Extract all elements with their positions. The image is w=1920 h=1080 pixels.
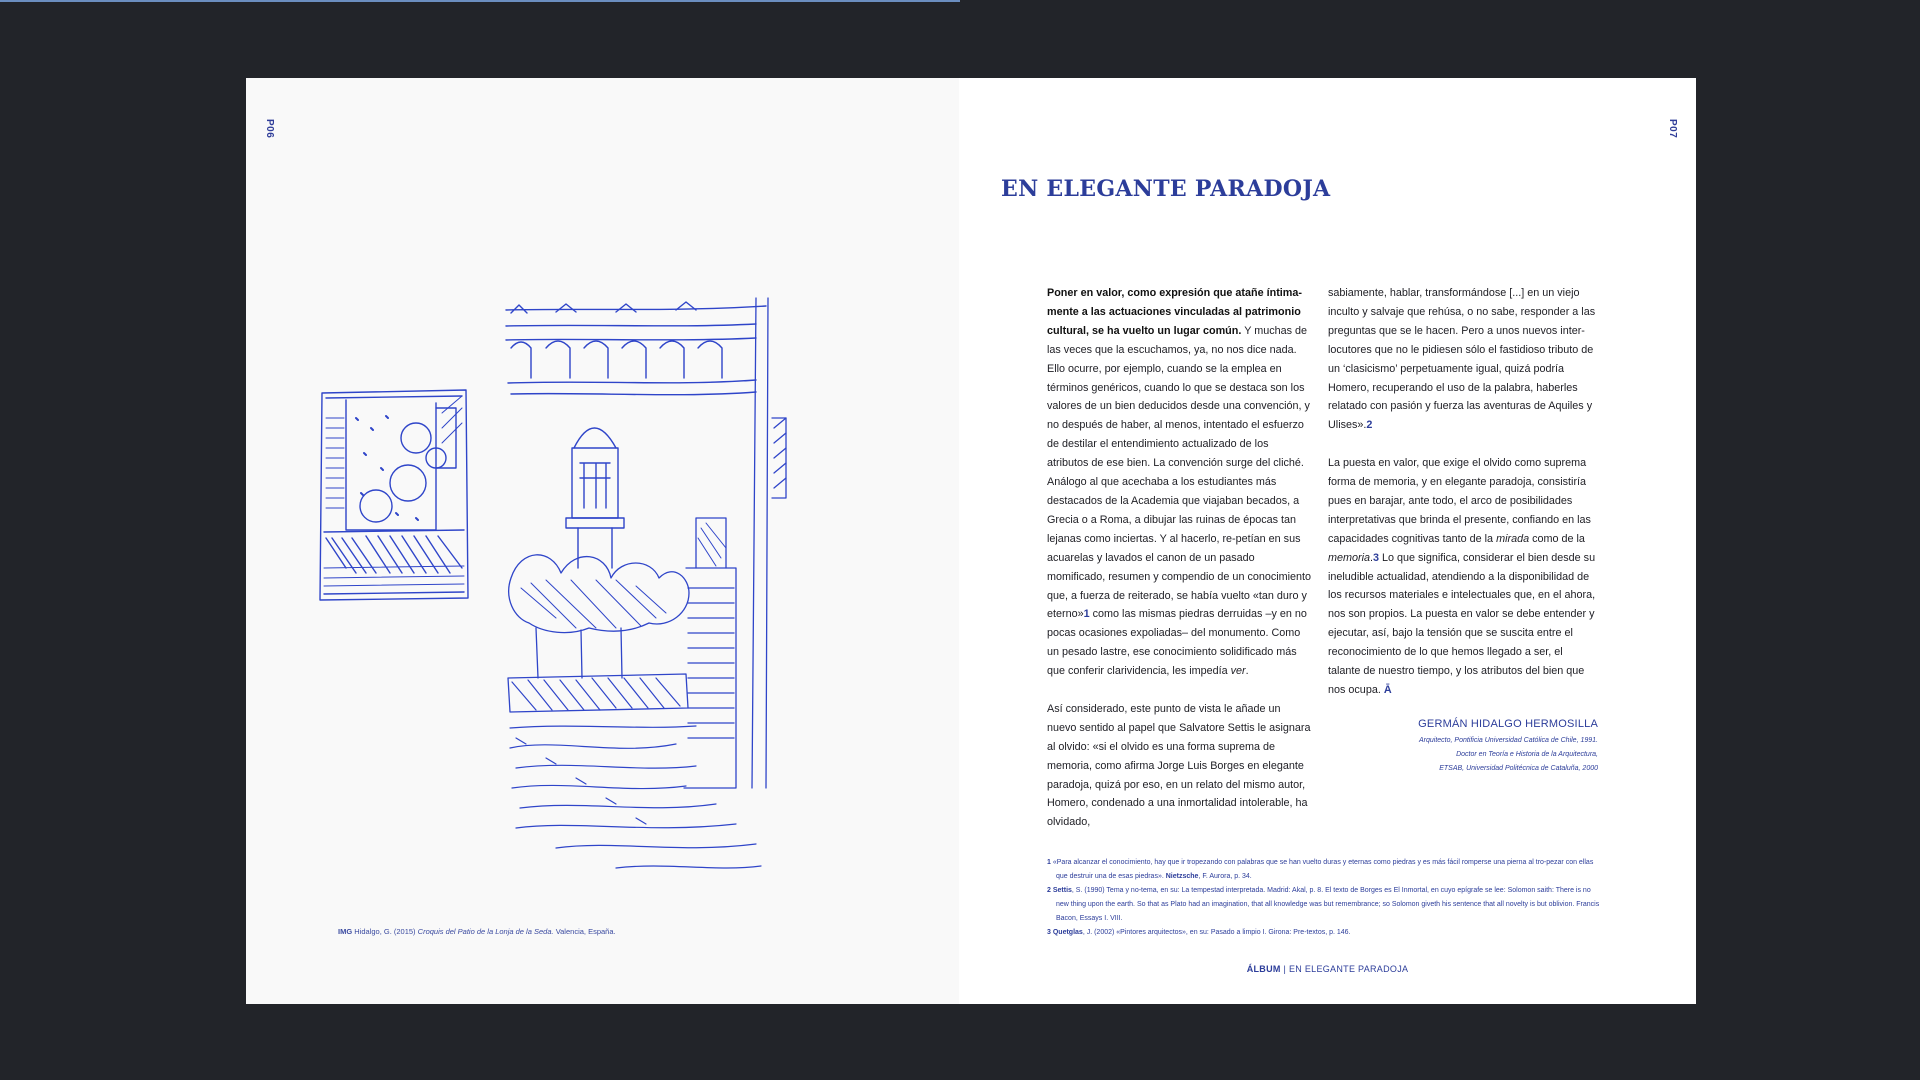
author-block <box>1328 718 1598 776</box>
page-number-right: P07 <box>1667 119 1678 139</box>
left-page <box>246 78 959 1004</box>
paragraph <box>1328 454 1598 700</box>
body-text: como de la <box>1529 532 1585 545</box>
paragraph <box>1047 284 1312 681</box>
footnote <box>1047 926 1602 940</box>
lead-in-text: Poner en valor, como expresión que atañe íntima-mente a las actuaciones vinculadas al patrimonio cultural, se ha vuelto un lugar común. <box>1047 287 1302 337</box>
body-text: Y muchas de las veces que la escuchamos, ya, no nos dice nada. Ello ocurre, por ejemplo, cuando se la emplea en términos genéricos, cuando lo que se destaca son los valores de un bien deducidos desde una convención, y no después de haber, al menos, intentado el esfuerzo de destilar el entendimiento actualizado de los atributos de ese bien. La convención surge del cliché. Análogo al que acechaba a los estudiantes más destacados de la Academia que viajaban becados, a Grecia o a Roma, a dibujar las ruinas de épocas tan lejanas como inciertas. Y al hacerlo, re-petían en sus acuarelas y lavados el canon de un pasado momificado, resumen y compendio de un conocimiento que, a fuerza de reiterado, se había vuelto «tan duro y eterno» <box>1047 324 1312 621</box>
right-page <box>959 78 1696 1004</box>
end-of-article-mark: Ā <box>1383 684 1392 697</box>
author-credential: Arquitecto, Pontificia Universidad Católica de Chile, 1991. <box>1419 737 1598 744</box>
footnote-author: Settis <box>1052 887 1072 894</box>
footnote <box>1047 856 1602 884</box>
footnote-text: «Para alcanzar el conocimiento, hay que ir tropezando con palabras que se han vuelto duras y eternas como piedras y es más fácil romperse una pierna al tro-pezar con ellas que destruir una de esas piedras». <box>1052 859 1594 880</box>
arcade-sketch <box>506 302 766 395</box>
emphasis-text: mirada <box>1496 532 1530 545</box>
footer-separator: | <box>1280 964 1289 974</box>
staircase-sketch <box>684 298 786 788</box>
caption-title: Croquis del Patio de la Lonja de la Seda. <box>417 927 554 936</box>
emphasis-text: memoria <box>1328 551 1370 564</box>
body-text: La puesta en valor, que exige el olvido como suprema forma de memoria, y en elegante paradoja, consistiría pues en barajar, ante todo, el arco de posibilidades interpretativas que brinda el presente, confiando en las capacidades cognitivas tanto de la <box>1328 457 1591 545</box>
footnote <box>1047 884 1602 926</box>
author-name: GERMÁN HIDALGO HERMOSILLA <box>1418 718 1598 730</box>
emphasis-text: ver <box>1230 665 1246 678</box>
paragraph <box>1328 284 1598 435</box>
footnote-reference: 1 <box>1083 608 1090 621</box>
image-caption <box>338 927 616 936</box>
author-credential: ETSAB, Universidad Politécnica de Cataluña, 2000 <box>1439 765 1598 772</box>
footer-section: ÁLBUM <box>1246 964 1281 974</box>
caption-label: IMG <box>338 927 353 936</box>
body-text: Lo que significa, considerar el bien desde su ineludible actualidad, atendiendo a la disponibilidad de los recursos materiales e intelectuales que, en el ahora, nos son propios. La puesta en valor se debe entender y ejecutar, así, bajo la tensión que se suscita entre el reconocimiento de lo que hemos llegado a ser, el talante de nuestro tiempo, y los atributos del bien que nos ocupa. <box>1328 551 1596 697</box>
article-column-1 <box>1047 284 1312 851</box>
footnote-author: Quetglas <box>1052 929 1083 936</box>
body-text: . <box>1370 551 1373 564</box>
viewer-progress-bar <box>0 0 960 2</box>
plan-sketch <box>320 390 468 600</box>
footnote-text: , F. Aurora, p. 34. <box>1198 873 1252 880</box>
footnote-number: 2 <box>1047 887 1051 894</box>
footnote-reference: 3 <box>1373 551 1380 564</box>
body-text: . <box>1245 665 1249 678</box>
footnote-number: 3 <box>1047 929 1051 936</box>
running-footer <box>959 964 1696 974</box>
author-credential: Doctor en Teoría e Historia de la Arquitectura, <box>1456 751 1598 758</box>
footnote-author: Nietzsche <box>1165 873 1199 880</box>
footnote-text: , S. (1990) Tema y no-tema, en su: La tempestad interpretada. Madrid: Akal, p. 8. El texto de Borges es El Inmortal, en cuyo epígrafe se lee: Solomon saith: There is no new thing upon the earth. So that as Plato had an imagination, that all knowledge was but remembrance; so Solomon giveth his sentence that all novelty is but oblivion. Francis Bacon, Essays I. VIII. <box>1056 887 1600 922</box>
tower-sketch <box>566 428 624 568</box>
footnotes <box>1047 856 1602 940</box>
ground-sketch <box>510 726 761 868</box>
trees-sketch <box>508 555 689 712</box>
body-text: sabiamente, hablar, transformándose [...] en un viejo inculto y salvaje que rehúsa, o no sabe, responder a las preguntas que se le hacen. Pero a unos nuevos inter-locutores que no le pidiesen sólo el fastidioso tributo de un ‘clasicismo’ perpetuamente igual, quizá podría Homero, recuperando el uso de la palabra, haberles relatado con pasión y fuerza las aventuras de Aquiles y Ulises». <box>1328 287 1596 432</box>
magazine-spread <box>246 78 1696 1004</box>
article-title: EN ELEGANTE PARADOJA <box>1001 176 1331 202</box>
footnote-text: , J. (2002) «Pintores arquitectos», en su: Pasado a limpio I. Girona: Pre-textos, p. 146. <box>1082 929 1351 936</box>
courtyard-sketch-illustration <box>316 268 936 883</box>
page-number-left: P06 <box>264 119 275 139</box>
paragraph: Así considerado, este punto de vista le añade un nuevo sentido al papel que Salvatore Settis le asignara al olvido: «si el olvido es una forma suprema de memoria, como afirma Jorge Luis Borges en elegante paradoja, quizá por eso, en un relato del mismo autor, Homero, condenado a una inmortalidad intolerable, ha olvidado, <box>1047 702 1311 829</box>
footnote-reference: 2 <box>1366 419 1373 432</box>
footnote-number: 1 <box>1047 859 1051 866</box>
caption-author: Hidalgo, G. (2015) <box>354 927 416 936</box>
article-column-2 <box>1328 284 1598 719</box>
caption-place: Valencia, España. <box>555 927 616 936</box>
footer-title: EN ELEGANTE PARADOJA <box>1288 964 1409 974</box>
body-text: como las mismas piedras derruidas –y en no pocas ocasiones expoliadas– del monumento. Como un pesado lastre, ese conocimiento solidificado más que conferir clarividencia, les impedía <box>1047 608 1307 678</box>
